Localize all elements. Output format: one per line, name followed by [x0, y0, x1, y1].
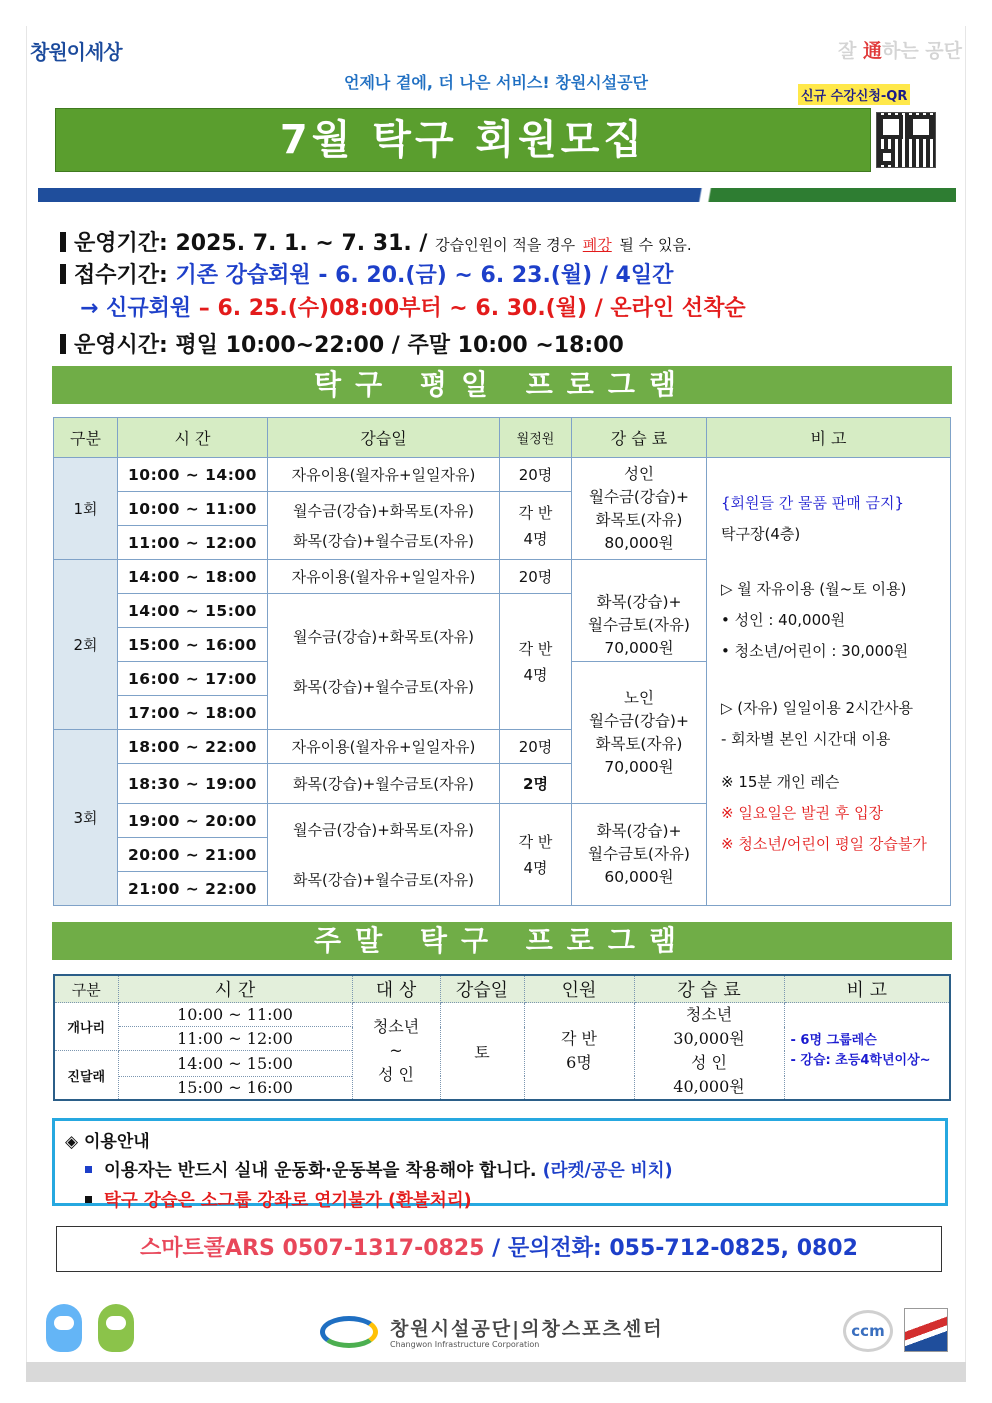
mascot-icon: [46, 1304, 82, 1352]
table-header: [54, 418, 951, 458]
fee-cell: 성인 월수금(강습)+ 화목토(자유) 80,000원: [572, 458, 707, 560]
divider-stripe: [38, 188, 956, 202]
phone-number[interactable]: 문의전화: 055-712-0825, 0802: [507, 1236, 858, 1261]
fee-cell: 화목(강습)+ 월수금토(자유) 70,000원: [572, 560, 707, 662]
page-title: 7월 탁구 회원모집: [55, 108, 871, 172]
fee-cell: 노인 월수금(강습)+ 화목토(자유) 70,000원: [572, 662, 707, 804]
day-cell: 토: [440, 1003, 524, 1101]
mascot-icon: [98, 1304, 134, 1352]
time-cell: 14:00 ~ 18:00: [118, 560, 268, 594]
fee-cell: 화목(강습)+ 월수금토(자유) 60,000원: [572, 804, 707, 906]
day-cell: 월수금(강습)+화목토(자유) 화목(강습)+월수금토(자유): [268, 804, 500, 906]
day-cell: 월수금(강습)+화목토(자유) 화목(강습)+월수금토(자유): [268, 594, 500, 730]
certification-icon: [904, 1308, 948, 1352]
time-cell: 21:00 ~ 22:00: [118, 872, 268, 906]
time-cell: 11:00 ~ 12:00: [118, 526, 268, 560]
header-cell: 비 고: [707, 418, 951, 458]
operation-period: 운영기간: 2025. 7. 1. ~ 7. 31. / 강습인원이 적을 경우 폐강 될 수 있음.: [60, 226, 692, 257]
day-cell: 화목(강습)+월수금토(자유): [268, 764, 500, 804]
header-cell: 시 간: [118, 975, 352, 1003]
group-cell: 진달래: [54, 1051, 118, 1101]
session-cell: 3회: [54, 730, 118, 906]
day-cell: 자유이용(월자유+일일자유): [268, 458, 500, 492]
qr-label: 신규 수강신청-QR: [798, 84, 910, 105]
header-cell: 강 습 료: [572, 418, 707, 458]
reception-new: → 신규회원 – 6. 25.(수)08:00부터 ~ 6. 30.(월) / 온라인 선착순: [80, 296, 746, 321]
time-cell: 20:00 ~ 21:00: [118, 838, 268, 872]
session-cell: 1회: [54, 458, 118, 560]
header-cell: 강 습 료: [634, 975, 784, 1003]
time-cell: 10:00 ~ 11:00: [118, 1003, 352, 1027]
capacity-cell: 20명: [500, 458, 572, 492]
time-cell: 18:30 ~ 19:00: [118, 764, 268, 804]
notes-cell: - 6명 그룹레슨 - 강습: 초등4학년이상~: [784, 1003, 950, 1101]
usage-guide: [52, 1118, 948, 1211]
time-cell: 11:00 ~ 12:00: [118, 1027, 352, 1051]
slogan: 언제나 곁에, 더 나은 서비스! 창원시설공단: [344, 73, 648, 92]
org-logo: 창원시설공단|의창스포츠센터 Changwon Infrastructure Corporation: [320, 1312, 680, 1352]
time-cell: 17:00 ~ 18:00: [118, 696, 268, 730]
session-cell: 2회: [54, 560, 118, 730]
header-cell: 시 간: [118, 418, 268, 458]
header-cell: 구분: [54, 975, 118, 1003]
day-cell: 자유이용(월자유+일일자유): [268, 560, 500, 594]
target-cell: 청소년 ~ 성 인: [352, 1003, 440, 1101]
weekday-section-title: 탁구 평일 프로그램: [52, 366, 952, 404]
page-shadow: [26, 1362, 966, 1382]
capacity-cell: 20명: [500, 730, 572, 764]
capacity-cell: 20명: [500, 560, 572, 594]
operation-hours: 운영시간: 평일 10:00~22:00 / 주말 10:00 ~18:00: [60, 328, 624, 359]
time-cell: 15:00 ~ 16:00: [118, 628, 268, 662]
header-cell: 비 고: [784, 975, 950, 1003]
fee-cell: 청소년 30,000원 성 인 40,000원: [634, 1003, 784, 1101]
time-cell: 16:00 ~ 17:00: [118, 662, 268, 696]
day-cell: 자유이용(월자유+일일자유): [268, 730, 500, 764]
guide-title: ◈ 이용안내: [65, 1132, 150, 1152]
ccm-badge-icon: ccm: [843, 1310, 893, 1352]
table-row: [54, 458, 951, 492]
time-cell: 10:00 ~ 14:00: [118, 458, 268, 492]
day-cell: 월수금(강습)+화목토(자유) 화목(강습)+월수금토(자유): [268, 492, 500, 560]
time-cell: 15:00 ~ 16:00: [118, 1076, 352, 1100]
org-swirl-icon: [320, 1316, 378, 1348]
ars-number[interactable]: 스마트콜ARS 0507-1317-0825: [140, 1236, 485, 1261]
header-cell: 인원: [524, 975, 634, 1003]
header-cell: 강습일: [440, 975, 524, 1003]
notes-cell: {회원들 간 물품 판매 금지} 탁구장(4층) ▷ 월 자유이용 (월~토 이용) • 성인 : 40,000원 • 청소년/어린이 : 30,000원 ▷ (자유) 일일이용 2시간사용 - 회차별 본인 시간대 이용 ※ 15분 개인 레슨 ※ 일요일은 발권 후 입장 ※ 청소년/어린이 평일 강습불가: [707, 458, 951, 906]
table-row: [54, 1003, 950, 1027]
header-cell: 대 상: [352, 975, 440, 1003]
time-cell: 14:00 ~ 15:00: [118, 594, 268, 628]
weekday-table: [53, 417, 951, 906]
capacity-cell: 2명: [500, 764, 572, 804]
header-cell: 강습일: [268, 418, 500, 458]
qr-code-icon[interactable]: [876, 112, 936, 168]
city-logo: 창원이세상: [30, 40, 122, 64]
contact-box: 스마트콜ARS 0507-1317-0825 / 문의전화: 055-712-0825, 0802: [56, 1226, 942, 1272]
capacity-cell: 각 반 4명: [500, 804, 572, 906]
motto-logo: 잘 通하는 공단: [837, 40, 962, 62]
time-cell: 14:00 ~ 15:00: [118, 1051, 352, 1077]
weekend-table: [53, 974, 951, 1101]
capacity-cell: 각 반 4명: [500, 594, 572, 730]
capacity-cell: 각 반 4명: [500, 492, 572, 560]
capacity-cell: 각 반 6명: [524, 1003, 634, 1101]
guide-line-2: 탁구 강습은 소그룹 강좌로 연기불가 (환불처리): [85, 1187, 935, 1212]
group-cell: 개나리: [54, 1003, 118, 1051]
reception-period: 접수기간: 기존 강습회원 - 6. 20.(금) ~ 6. 23.(월) / 4일간: [60, 258, 673, 289]
weekend-section-title: 주말 탁구 프로그램: [52, 922, 952, 960]
header-cell: 월정원: [500, 418, 572, 458]
time-cell: 10:00 ~ 11:00: [118, 492, 268, 526]
time-cell: 19:00 ~ 20:00: [118, 804, 268, 838]
header-cell: 구분: [54, 418, 118, 458]
guide-line-1: 이용자는 반드시 실내 운동화·운동복을 착용해야 합니다. (라켓/공은 비치): [85, 1157, 935, 1182]
table-header: [54, 975, 950, 1003]
time-cell: 18:00 ~ 22:00: [118, 730, 268, 764]
